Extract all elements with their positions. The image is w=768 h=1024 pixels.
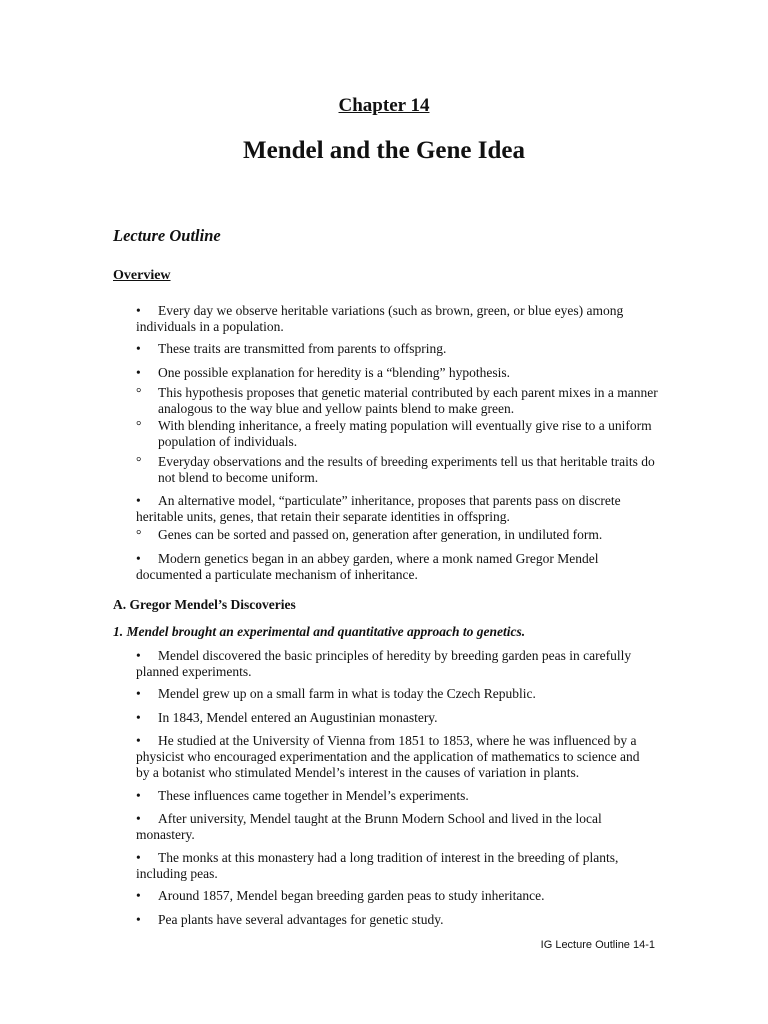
bullet-marker: •: [136, 365, 141, 380]
bullet-marker: •: [136, 493, 141, 508]
list-item: [136, 686, 656, 702]
list-item-text: Modern genetics began in an abbey garden, where a monk named Gregor Mendel documented a particulate mechanism of inheritance.: [136, 551, 599, 582]
list-item: [136, 888, 656, 904]
sub-bullet-marker: °: [136, 418, 142, 433]
chapter-title: Mendel and the Gene Idea: [243, 137, 525, 164]
sub-list-item: [136, 418, 658, 450]
sub-list-item: [136, 385, 658, 417]
list-item-text: The monks at this monastery had a long tradition of interest in the breeding of plants, including peas.: [136, 850, 619, 881]
sub-list-item: [136, 527, 658, 543]
lecture-outline-heading: Lecture Outline: [113, 226, 221, 245]
sub-bullet-marker: °: [136, 454, 142, 469]
sub-list-item-text: With blending inheritance, a freely mating population will eventually give rise to a uniform population of individuals.: [158, 418, 652, 449]
list-item-text: He studied at the University of Vienna from 1851 to 1853, where he was influenced by a physicist who encouraged experimentation and the application of mathematics to science and by a botanist who stimulated Mendel’s interest in the causes of variation in plants.: [136, 733, 640, 780]
overview-heading: Overview: [113, 268, 171, 283]
bullet-marker: •: [136, 788, 141, 803]
bullet-marker: •: [136, 710, 141, 725]
list-item: [136, 303, 656, 335]
sub-list-item-text: This hypothesis proposes that genetic material contributed by each parent mixes in a manner analogous to the way blue and yellow paints blend to make green.: [158, 385, 658, 416]
subsection-heading: 1. Mendel brought an experimental and quantitative approach to genetics.: [113, 624, 526, 639]
sub-bullet-marker: °: [136, 385, 142, 400]
list-item: [136, 733, 656, 781]
list-item-text: One possible explanation for heredity is a “blending” hypothesis.: [158, 365, 511, 380]
list-item: [136, 341, 656, 357]
bullet-marker: •: [136, 888, 141, 903]
list-item-text: In 1843, Mendel entered an Augustinian monastery.: [158, 710, 438, 725]
list-item: [136, 493, 656, 525]
sub-list-item: [136, 454, 658, 486]
list-item-text: An alternative model, “particulate” inheritance, proposes that parents pass on discrete heritable units, genes, that retain their separate identities in offspring.: [136, 493, 621, 524]
list-item: [136, 551, 656, 583]
list-item-text: After university, Mendel taught at the Brunn Modern School and lived in the local monastery.: [136, 811, 602, 842]
list-item-text: These traits are transmitted from parents to offspring.: [158, 341, 447, 356]
bullet-marker: •: [136, 341, 141, 356]
bullet-marker: •: [136, 733, 141, 748]
bullet-marker: •: [136, 850, 141, 865]
list-item: [136, 912, 656, 928]
list-item: [136, 648, 656, 680]
list-item-text: These influences came together in Mendel’s experiments.: [158, 788, 469, 803]
bullet-marker: •: [136, 648, 141, 663]
list-item: [136, 811, 656, 843]
sub-bullet-marker: °: [136, 527, 142, 542]
list-item-text: Mendel discovered the basic principles of heredity by breeding garden peas in carefully planned experiments.: [136, 648, 632, 679]
page-footer: IG Lecture Outline 14-1: [540, 939, 655, 951]
list-item: [136, 788, 656, 804]
list-item-text: Around 1857, Mendel began breeding garden peas to study inheritance.: [158, 888, 545, 903]
bullet-marker: •: [136, 303, 141, 318]
chapter-number: Chapter 14: [338, 95, 430, 116]
bullet-marker: •: [136, 912, 141, 927]
list-item-text: Every day we observe heritable variations (such as brown, green, or blue eyes) among individuals in a population.: [136, 303, 624, 334]
list-item: [136, 365, 656, 381]
list-item: [136, 850, 656, 882]
section-heading: A. Gregor Mendel’s Discoveries: [113, 597, 296, 612]
sub-list-item-text: Everyday observations and the results of breeding experiments tell us that heritable traits do not blend to become uniform.: [158, 454, 655, 485]
list-item: [136, 710, 656, 726]
bullet-marker: •: [136, 551, 141, 566]
list-item-text: Mendel grew up on a small farm in what is today the Czech Republic.: [158, 686, 536, 701]
sub-list-item-text: Genes can be sorted and passed on, generation after generation, in undiluted form.: [158, 527, 603, 542]
bullet-marker: •: [136, 811, 141, 826]
bullet-marker: •: [136, 686, 141, 701]
list-item-text: Pea plants have several advantages for genetic study.: [158, 912, 444, 927]
